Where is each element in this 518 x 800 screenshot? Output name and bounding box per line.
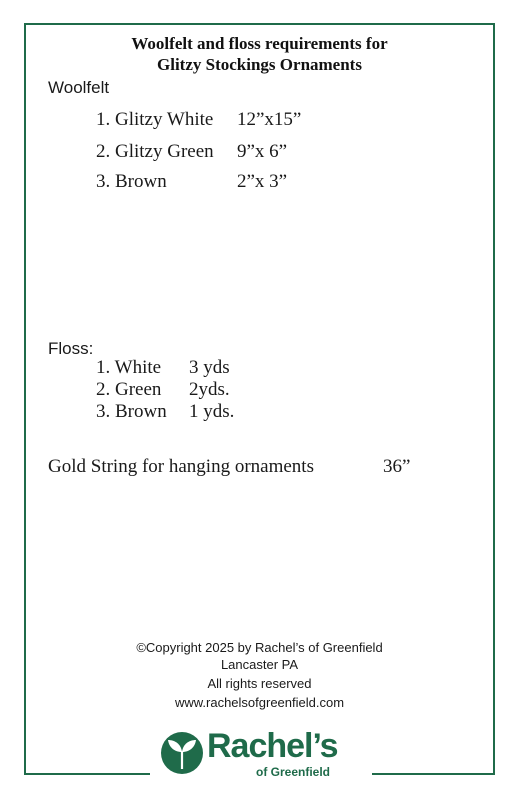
woolfelt-item-size: 9”x 6” <box>237 141 288 162</box>
page-title-line-2: Glitzy Stockings Ornaments <box>157 55 362 74</box>
border-top <box>24 23 495 25</box>
floss-item-name: 1. White <box>96 357 162 378</box>
border-right <box>493 23 495 775</box>
logo-subtitle: of Greenfield <box>256 765 331 779</box>
border-bottom-right <box>372 773 495 775</box>
location-text: Lancaster PA <box>220 657 299 672</box>
floss-item-name: 2. Green <box>96 379 162 400</box>
floss-item-size: 3 yds <box>189 357 230 378</box>
woolfelt-item-name: 3. Brown <box>96 171 167 192</box>
floss-item <box>96 379 230 401</box>
floss-item-name: 3. Brown <box>96 401 167 422</box>
gold-string-label: Gold String for hanging ornaments <box>48 456 314 477</box>
floss-item <box>96 357 230 379</box>
website-link[interactable]: www.rachelsofgreenfield.com <box>174 695 345 710</box>
brand-logo <box>160 727 360 781</box>
floss-item-size: 1 yds. <box>189 401 235 422</box>
logo-name: Rachel’s <box>207 727 338 765</box>
leaf-logo-icon <box>160 731 204 775</box>
floss-heading: Floss: <box>48 339 94 358</box>
woolfelt-item-size: 12”x15” <box>237 109 302 130</box>
woolfelt-item <box>96 171 288 193</box>
woolfelt-heading: Woolfelt <box>48 78 110 97</box>
woolfelt-item-name: 1. Glitzy White <box>96 109 214 130</box>
rights-text: All rights reserved <box>207 676 312 691</box>
woolfelt-item <box>96 141 288 163</box>
woolfelt-item-name: 2. Glitzy Green <box>96 141 214 162</box>
woolfelt-item <box>96 109 302 131</box>
border-bottom-left <box>24 773 150 775</box>
copyright-text: ©Copyright 2025 by Rachel’s of Greenfield <box>136 640 383 655</box>
floss-item-size: 2yds. <box>189 379 230 400</box>
gold-string-length: 36” <box>383 456 411 477</box>
floss-item <box>96 401 235 423</box>
page-title-line-1: Woolfelt and floss requirements for <box>131 34 388 53</box>
woolfelt-item-size: 2”x 3” <box>237 171 288 192</box>
